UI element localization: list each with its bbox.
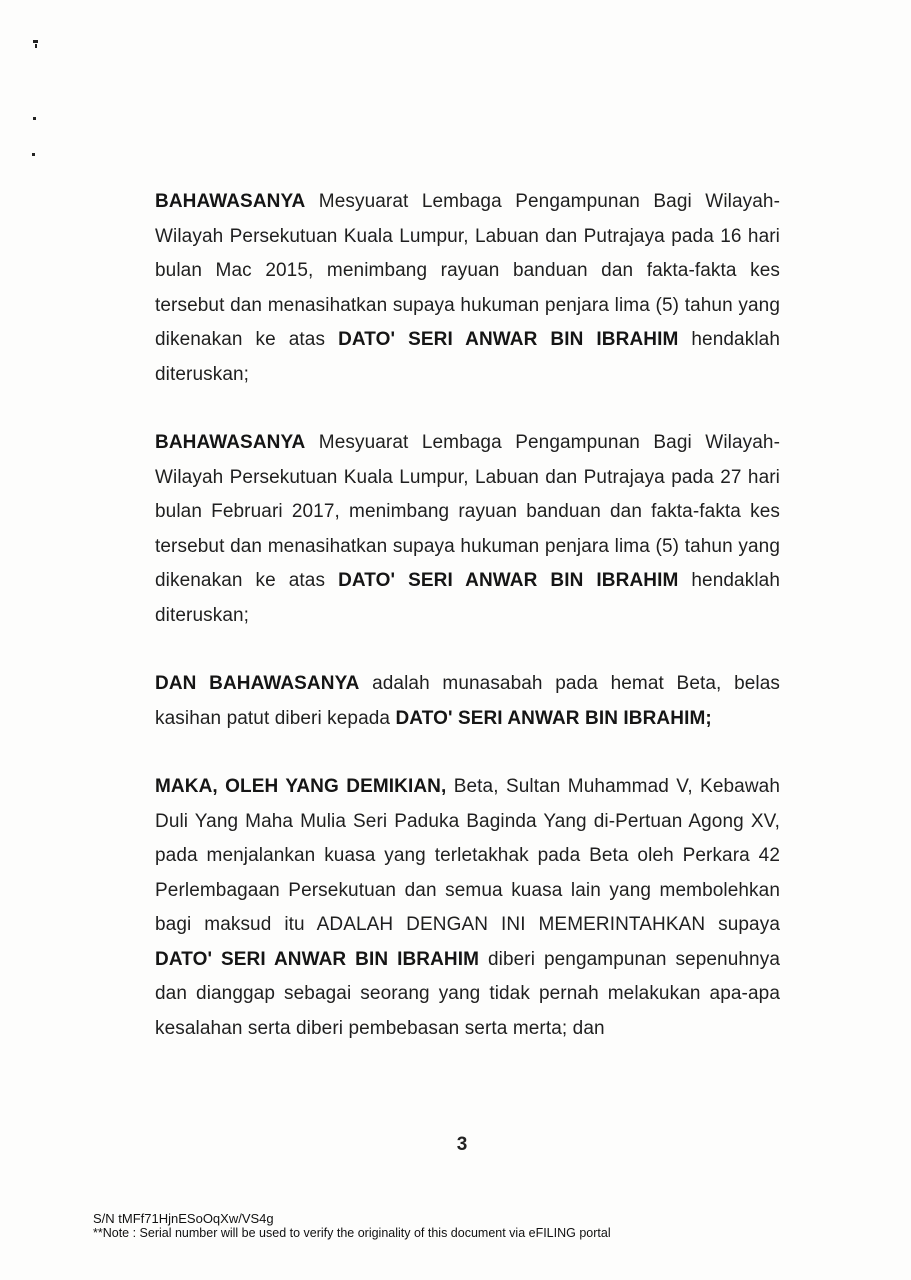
paragraph-1-name: DATO' SERI ANWAR BIN IBRAHIM — [338, 329, 679, 350]
scan-speck — [33, 117, 36, 120]
scan-speck — [32, 153, 35, 156]
paragraph-4-connector: supaya — [705, 914, 780, 935]
paragraph-2-text: Mesyuarat Lembaga Pengampunan Bagi Wilayah-Wilayah Persekutuan Kuala Lumpur, Labuan dan Putrajaya pada 27 hari bulan Februari 2017, menimbang rayuan banduan dan fakta-fakta kes tersebut dan menasihatkan supaya hukuman penjara lima (5) tahun yang dikenakan ke atas — [155, 432, 780, 591]
paragraph-3 — [155, 667, 780, 736]
paragraph-2-lead: BAHAWASANYA — [155, 432, 306, 453]
paragraph-4-text: Beta, Sultan Muhammad V, Kebawah Duli Yang Maha Mulia Seri Paduka Baginda Yang di-Pertuan Agong XV, pada menjalankan kuasa yang terletakhak pada Beta oleh Perkara 42 Perlembagaan Persekutuan dan semua kuasa lain yang membolehkan bagi maksud itu — [155, 776, 780, 935]
document-body — [155, 185, 780, 1046]
scan-speck — [33, 40, 38, 43]
paragraph-3-text: adalah munasabah pada hemat Beta, belas kasihan patut diberi kepada — [155, 673, 780, 729]
paragraph-2-tail: hendaklah diteruskan; — [155, 570, 780, 626]
paragraph-3-name: DATO' SERI ANWAR BIN IBRAHIM; — [395, 707, 712, 729]
page-number: 3 — [456, 1134, 468, 1155]
serial-number: S/N tMFf71HjnESoOqXw/VS4g — [93, 1211, 274, 1226]
paragraph-3-lead: DAN BAHAWASANYA — [155, 673, 360, 694]
paragraph-1-tail: hendaklah diteruskan; — [155, 329, 780, 385]
paragraph-4-tail: diberi pengampunan sepenuhnya dan dianggap sebagai seorang yang tidak pernah melakukan apa-apa kesalahan serta diberi pembebasan serta merta; dan — [155, 948, 780, 1039]
efiling-footer — [93, 1211, 611, 1241]
paragraph-1 — [155, 185, 780, 392]
paragraph-1-text: Mesyuarat Lembaga Pengampunan Bagi Wilayah-Wilayah Persekutuan Kuala Lumpur, Labuan dan Putrajaya pada 16 hari bulan Mac 2015, menimbang rayuan banduan dan fakta-fakta kes tersebut dan menasihatkan supaya hukuman penjara lima (5) tahun yang dikenakan ke atas — [155, 191, 780, 350]
paragraph-1-lead: BAHAWASANYA — [155, 191, 306, 212]
serial-note: **Note : Serial number will be used to verify the originality of this document via eFILING portal — [93, 1226, 611, 1240]
paragraph-2-name: DATO' SERI ANWAR BIN IBRAHIM — [338, 570, 679, 591]
paragraph-4-order: ADALAH DENGAN INI MEMERINTAHKAN — [316, 914, 706, 935]
scan-speck — [35, 44, 37, 48]
paragraph-4-name: DATO' SERI ANWAR BIN IBRAHIM — [155, 948, 480, 970]
paragraph-4 — [155, 770, 780, 1046]
paragraph-2 — [155, 426, 780, 633]
paragraph-4-lead: MAKA, OLEH YANG DEMIKIAN, — [155, 776, 447, 797]
